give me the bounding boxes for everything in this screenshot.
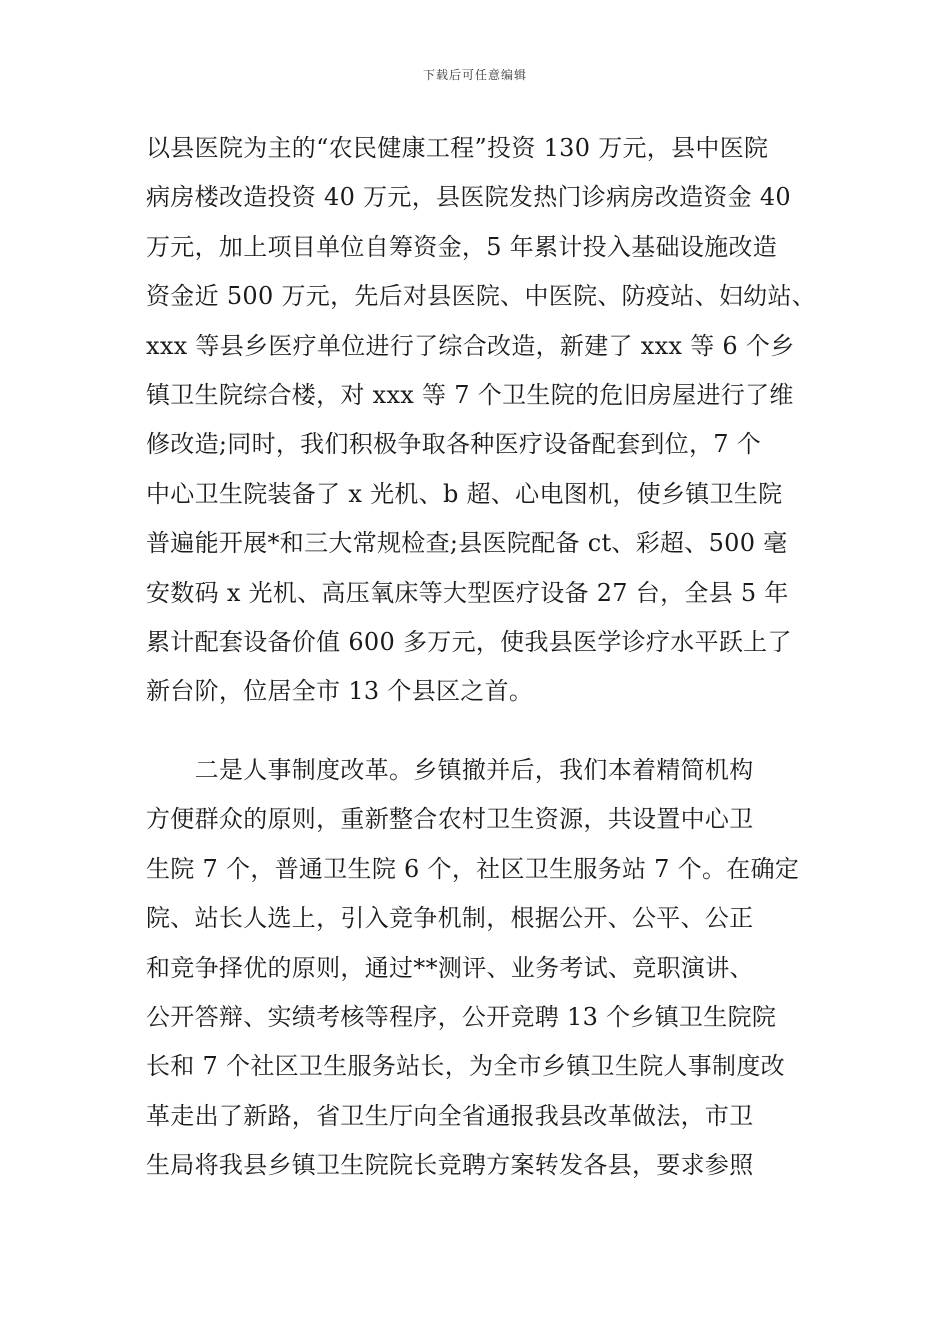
paragraph-2: [146, 746, 826, 1191]
text-line: 和竞争择优的原则，通过**测评、业务考试、竞职演讲、: [146, 953, 754, 982]
text-line: 普遍能开展*和三大常规检查;县医院配备 ct、彩超、500 毫: [146, 529, 788, 558]
text-line: xxx 等县乡医疗单位进行了综合改造，新建了 xxx 等 6 个乡: [146, 331, 795, 360]
header-note: 下载后可任意编辑: [422, 68, 527, 82]
text-line: 修改造;同时，我们积极争取各种医疗设备配套到位，7 个: [146, 430, 762, 459]
text-line: 镇卫生院综合楼，对 xxx 等 7 个卫生院的危旧房屋进行了维: [146, 380, 794, 409]
text-line: 生局将我县乡镇卫生院院长竞聘方案转发各县，要求参照: [146, 1151, 754, 1180]
text-line: 革走出了新路，省卫生厅向全省通报我县改革做法，市卫: [146, 1101, 754, 1130]
text-line: 安数码 x 光机、高压氧床等大型医疗设备 27 台，全县 5 年: [146, 578, 789, 607]
text-line: 以县医院为主的“农民健康工程”投资 130 万元，县中医院: [146, 134, 769, 162]
text-line: 病房楼改造投资 40 万元，县医院发热门诊病房改造资金 40: [146, 183, 791, 212]
text-line: 累计配套设备价值 600 多万元，使我县医学诊疗水平跃上了: [146, 627, 792, 656]
text-line: 生院 7 个，普通卫生院 6 个，社区卫生服务站 7 个。在确定: [146, 854, 800, 883]
text-line: 中心卫生院装备了 x 光机、b 超、心电图机，使乡镇卫生院: [146, 479, 783, 508]
text-line: 万元，加上项目单位自筹资金，5 年累计投入基础设施改造: [146, 232, 777, 261]
text-line: 院、站长人选上，引入竞争机制，根据公开、公平、公正: [146, 904, 754, 933]
text-line: 长和 7 个社区卫生服务站长，为全市乡镇卫生院人事制度改: [146, 1052, 785, 1081]
text-line: 新台阶，位居全市 13 个县区之首。: [146, 677, 534, 706]
text-line: 二是人事制度改革。乡镇撤并后，我们本着精简机构: [146, 756, 754, 784]
text-line: 公开答辩、实绩考核等程序，公开竞聘 13 个乡镇卫生院院: [146, 1002, 777, 1031]
text-line: 方便群众的原则，重新整合农村卫生资源，共设置中心卫: [146, 805, 754, 834]
text-line: 资金近 500 万元，先后对县医院、中医院、防疫站、妇幼站、: [146, 282, 817, 311]
paragraph-1: [146, 124, 826, 717]
